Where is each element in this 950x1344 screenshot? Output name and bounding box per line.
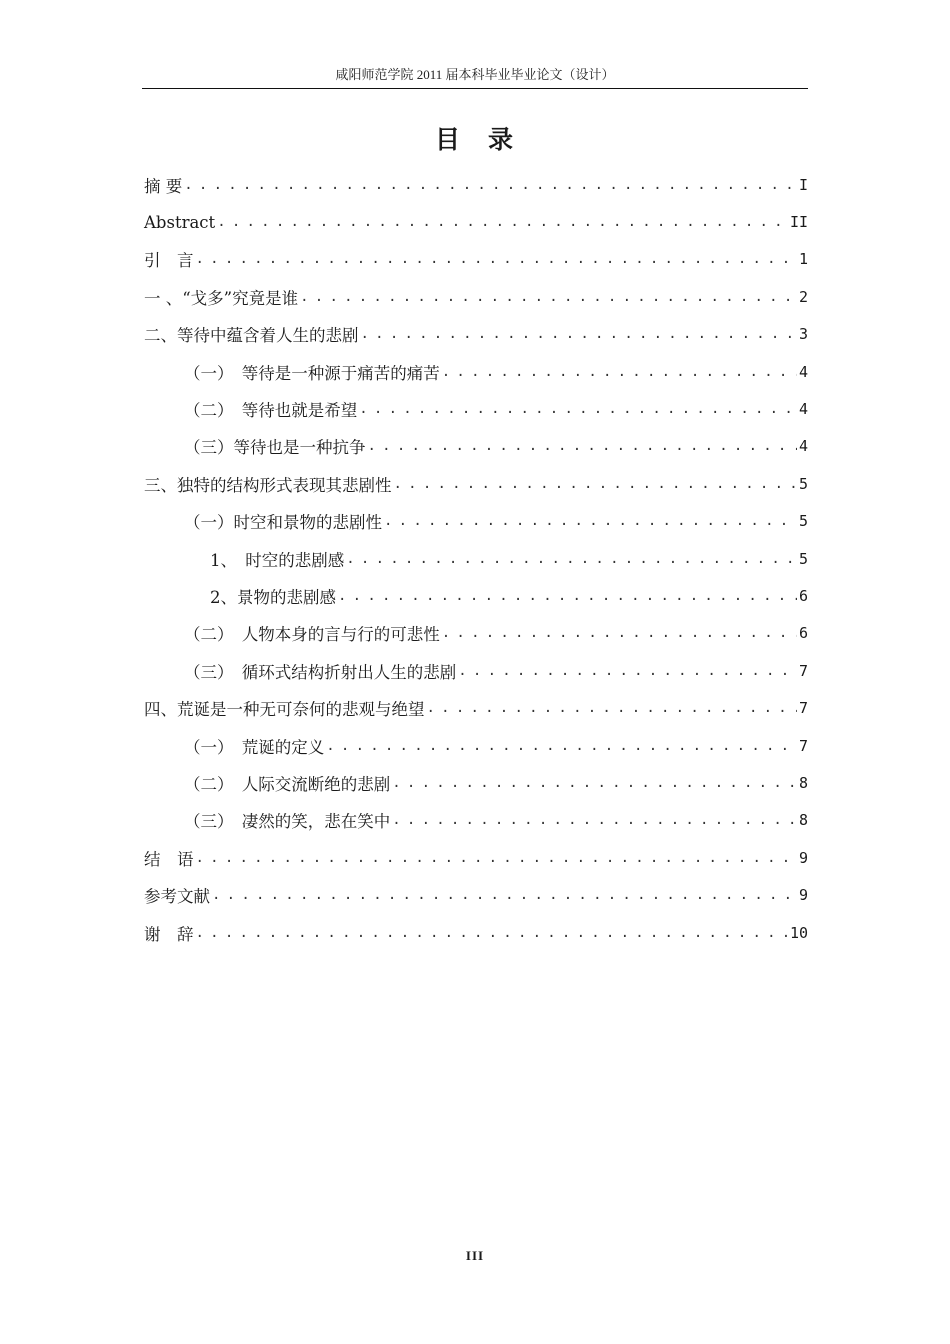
toc-entry-label: 引 言 [144,251,194,271]
toc-entry[interactable] [144,802,808,839]
toc-entry-label: （三） 循环式结构折射出人生的悲剧 [184,662,457,682]
toc-entry-label: 结 语 [144,849,194,869]
toc-entry-page: 1 [798,250,808,269]
toc-entry-page: 4 [798,437,808,456]
toc-entry-label: （一）时空和景物的悲剧性 [184,513,382,533]
toc-dot-leader [300,287,797,307]
toc-entry[interactable] [144,764,808,801]
toc-dot-leader [361,324,797,344]
toc-entry-label: 二、等待中蕴含着人生的悲剧 [144,326,359,346]
toc-dot-leader [196,249,797,269]
toc-entry-page: 2 [798,287,808,306]
toc-entry[interactable] [144,615,808,652]
toc-entry-label: 四、荒诞是一种无可奈何的悲观与绝望 [144,700,425,720]
toc-entry-label: 谢 辞 [144,924,194,944]
toc-entry-page: 9 [798,886,808,905]
toc-entry-label: （二） 人物本身的言与行的可悲性 [184,625,440,645]
toc-entry-label: 2、景物的悲剧感 [210,587,336,607]
toc-entry[interactable] [144,839,808,876]
toc-entry[interactable] [144,390,808,427]
toc-entry-label: 参考文献 [144,887,210,907]
footer-page-number: III [465,1248,485,1263]
toc-dot-leader [212,885,797,905]
toc-entry-label: （二） 人际交流断绝的悲剧 [184,774,391,794]
toc-entry-page: II [789,213,808,232]
toc-entry-page: 6 [798,586,808,605]
toc-entry[interactable] [144,203,808,240]
toc-entry-page: 4 [798,400,808,419]
toc-entry-page: I [798,175,808,194]
toc-entry-label: Abstract [144,212,216,232]
toc-entry[interactable] [144,727,808,764]
page-title [142,122,808,158]
toc-entry-page: 6 [798,624,808,643]
toc-entry-page: 5 [798,549,808,568]
toc-entry[interactable] [144,689,808,726]
toc-entry[interactable] [144,540,808,577]
toc-entry-page: 7 [798,699,808,718]
toc-entry-page: 7 [798,661,808,680]
toc-entry-label: （一） 等待是一种源于痛苦的痛苦 [184,363,440,383]
toc-entry[interactable] [144,577,808,614]
page-title-part1: 目 [434,125,462,154]
page-title-part2: 录 [488,125,516,154]
toc-entry[interactable] [144,353,808,390]
toc-dot-leader [442,362,797,382]
toc-dot-leader [458,661,797,681]
toc-entry[interactable] [144,316,808,353]
toc-entry[interactable] [144,278,808,315]
toc-entry[interactable] [144,465,808,502]
toc-dot-leader [217,212,788,232]
toc-entry-page: 10 [789,923,808,942]
toc-dot-leader [196,848,797,868]
table-of-contents [144,166,808,951]
toc-dot-leader [427,698,797,718]
toc-entry-label: 1、 时空的悲剧感 [210,550,345,570]
toc-dot-leader [442,623,797,643]
toc-entry-page: 4 [798,362,808,381]
toc-entry[interactable] [144,428,808,465]
toc-entry-label: （三）等待也是一种抗争 [184,438,366,458]
toc-entry-label: （三） 凄然的笑，悲在笑中 [184,812,391,832]
toc-dot-leader [384,511,797,531]
toc-entry-label: 三、独特的结构形式表现其悲剧性 [144,475,392,495]
toc-dot-leader [184,175,797,195]
toc-entry-page: 7 [798,736,808,755]
toc-entry-page: 5 [798,474,808,493]
toc-dot-leader [392,773,797,793]
toc-dot-leader [346,549,797,569]
toc-dot-leader [394,474,797,494]
toc-dot-leader [338,586,797,606]
toc-entry-page: 5 [798,512,808,531]
toc-entry[interactable] [144,914,808,951]
toc-entry[interactable] [144,652,808,689]
toc-entry-label: 摘 要 [144,176,183,196]
toc-entry[interactable] [144,241,808,278]
toc-entry-page: 3 [798,325,808,344]
toc-entry[interactable] [144,166,808,203]
toc-entry-page: 8 [798,811,808,830]
toc-entry-label: 一 、“戈多”究竟是谁 [144,288,299,308]
toc-entry[interactable] [144,503,808,540]
toc-entry-page: 8 [798,773,808,792]
toc-dot-leader [359,399,797,419]
toc-entry-label: （二） 等待也就是希望 [184,401,358,421]
header-rule [142,88,808,89]
toc-dot-leader [392,810,797,830]
running-header: 咸阳师范学院 2011 届本科毕业毕业论文（设计） [335,67,615,82]
toc-entry-page: 9 [798,848,808,867]
toc-entry[interactable] [144,876,808,913]
toc-dot-leader [326,736,797,756]
toc-entry-label: （一） 荒诞的定义 [184,737,325,757]
toc-dot-leader [196,923,788,943]
toc-dot-leader [368,436,797,456]
